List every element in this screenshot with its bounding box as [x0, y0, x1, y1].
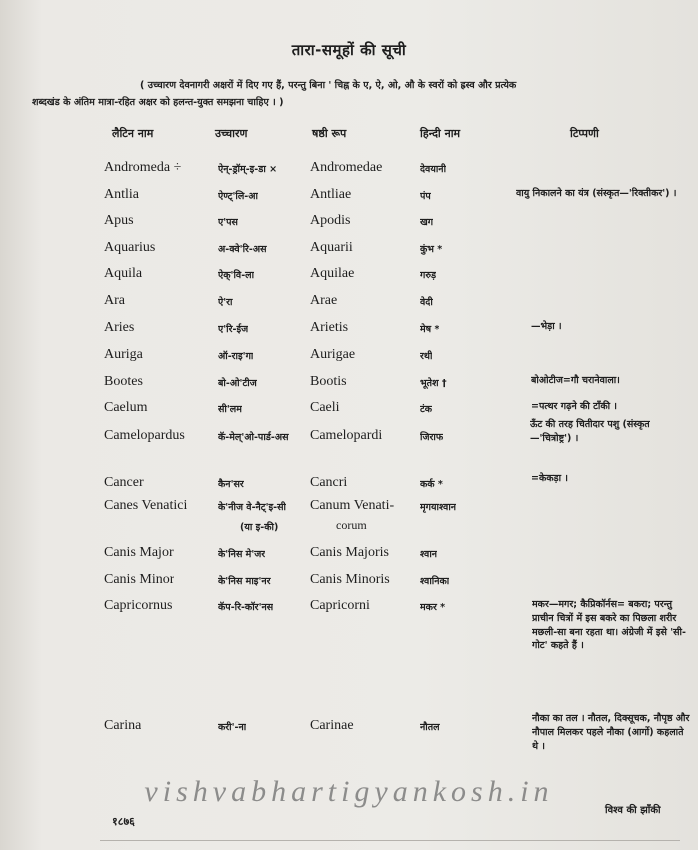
- pronunciation: कॅप-रि-कॉर'नस: [218, 602, 274, 613]
- instruction-note-line-1: ( उच्चारण देवनागरी अक्षरों में दिए गए हैं, परन्तु बिना ' चिह्न के ए, ऐ, ओ, औ के स्वरों को ह्रस्व और प्रत्येक: [140, 80, 517, 91]
- genitive-form: Antliae: [310, 187, 352, 202]
- latin-name: Canes Venatici: [104, 498, 188, 513]
- hindi-name: पंप: [420, 191, 431, 202]
- hindi-name: कर्क *: [420, 479, 443, 490]
- hindi-name: रथी: [420, 351, 433, 362]
- pronunciation: ए'पस: [218, 217, 238, 228]
- header-comment: टिप्पणी: [570, 127, 599, 140]
- hindi-name: भूतेश †: [420, 378, 447, 389]
- page-title: तारा-समूहों की सूची: [291, 41, 407, 59]
- latin-name: Carina: [104, 718, 142, 733]
- genitive-form: Canis Minoris: [310, 572, 390, 587]
- pronunciation: ऐन्-ड्रॉम्-इ-डा ×: [218, 164, 278, 175]
- genitive-form: Caeli: [310, 400, 340, 415]
- genitive-form: Canis Majoris: [310, 545, 389, 560]
- genitive-form: Canum Venati-: [310, 498, 395, 513]
- genitive-form: Arietis: [310, 320, 349, 335]
- latin-name: Canis Minor: [104, 572, 175, 587]
- header-genitive: षष्ठी रूप: [312, 127, 347, 140]
- latin-name: Aries: [104, 320, 135, 335]
- latin-name: Capricornus: [104, 598, 173, 613]
- comment: —भेड़ा ।: [531, 321, 562, 332]
- pronunciation: ऐण्ट्'लि-आ: [218, 191, 258, 202]
- comment: =केकड़ा ।: [531, 473, 569, 484]
- genitive-form: Andromedae: [310, 160, 383, 175]
- pronunciation: के'नीज वे-नैट्'इ-सी: [218, 502, 286, 513]
- footer-divider: [100, 840, 680, 841]
- genitive-form: Capricorni: [310, 598, 370, 613]
- pronunciation: कैन'सर: [218, 479, 244, 490]
- latin-name: Canis Major: [104, 545, 174, 560]
- hindi-name: वेदी: [420, 297, 433, 308]
- pronunciation: कॅ-मेल्'ओ-पार्ड-अस: [218, 432, 289, 443]
- genitive-form: Bootis: [310, 374, 347, 389]
- hindi-name: टंक: [420, 404, 433, 415]
- pronunciation-alt: (या इ-की): [240, 522, 279, 533]
- hindi-name: देवयानी: [420, 164, 447, 175]
- hindi-name: मकर *: [420, 602, 446, 613]
- header-latin-name: लैटिन नाम: [112, 127, 154, 140]
- latin-name: Aquarius: [104, 240, 156, 255]
- pronunciation: ए'रि-ईज: [218, 324, 249, 335]
- hindi-name: श्वानिका: [420, 576, 450, 587]
- latin-name: Apus: [104, 213, 134, 228]
- genitive-form: Cancri: [310, 475, 348, 490]
- comment: =पत्थर गढ़ने की टाँकी ।: [531, 401, 617, 412]
- latin-name: Bootes: [104, 374, 143, 389]
- running-footer: विश्व की झाँकी: [605, 805, 661, 816]
- page-number: १८७६: [112, 815, 135, 828]
- pronunciation: करी'-ना: [218, 722, 247, 733]
- pronunciation: के'निस माइ'नर: [218, 576, 271, 587]
- genitive-form: Aquilae: [310, 266, 355, 281]
- header-hindi-name: हिन्दी नाम: [420, 127, 461, 140]
- header-pronunciation: उच्चारण: [215, 127, 248, 140]
- latin-name: Auriga: [104, 347, 143, 362]
- genitive-form: Apodis: [310, 213, 351, 228]
- latin-name: Camelopardus: [104, 428, 185, 443]
- latin-name: Andromeda ÷: [104, 160, 182, 175]
- watermark: vishvabhartigyankosh.in: [144, 775, 554, 808]
- hindi-name: खग: [420, 217, 434, 228]
- hindi-name: मेष *: [420, 324, 440, 335]
- pronunciation: के'निस मे'जर: [218, 549, 266, 560]
- hindi-name: जिराफ: [420, 432, 444, 443]
- pronunciation: ऑ-राइ'गा: [218, 351, 254, 362]
- hindi-name: गरुड़: [420, 270, 437, 281]
- hindi-name: मृगयाश्वान: [420, 502, 457, 513]
- instruction-note-line-2: शब्दखंड के अंतिम मात्रा-रहित अक्षर को हलन्त-युक्त समझना चाहिए । ): [32, 97, 284, 108]
- genitive-form-cont: corum: [336, 518, 367, 532]
- genitive-form: Camelopardi: [310, 428, 383, 443]
- comment: नौका का तल । नौतल, दिक्सूचक, नौपृष्ठ और नौपाल मिलकर पहले नौका (आर्गो) कहलाते थे ।: [532, 713, 690, 752]
- latin-name: Aquila: [104, 266, 143, 281]
- pronunciation: ऐक्'वि-ला: [218, 270, 255, 281]
- comment: बोओटीज=गौ चरानेवाला।: [531, 375, 620, 386]
- genitive-form: Carinae: [310, 718, 354, 733]
- hindi-name: श्वान: [420, 549, 438, 560]
- genitive-form: Aurigae: [310, 347, 356, 362]
- hindi-name: नौतल: [420, 722, 440, 733]
- pronunciation: सी'लम: [218, 404, 242, 415]
- genitive-form: Arae: [310, 293, 338, 308]
- hindi-name: कुंभ *: [420, 244, 443, 255]
- pronunciation: बो-ओ'टीज: [218, 378, 257, 389]
- genitive-form: Aquarii: [310, 240, 353, 255]
- comment: वायु निकालने का यंत्र (संस्कृत—'रिक्तीकर') ।: [516, 188, 677, 199]
- latin-name: Caelum: [104, 400, 148, 415]
- latin-name: Ara: [104, 293, 125, 308]
- comment: ऊँट की तरह चितीदार पशु (संस्कृत—'चित्रोष्ट्र') ।: [530, 419, 650, 444]
- comment: मकर—मगर; कैप्रिकॉर्नस= बकरा; परन्तु प्राचीन चित्रों में इस बकरे का पिछला शरीर मछली-सा बना रहता था। अंग्रेजी में इसे 'सी-गोट' कहते हैं ।: [532, 599, 686, 652]
- pronunciation: ऐ'रा: [218, 297, 233, 308]
- latin-name: Antlia: [104, 187, 139, 202]
- pronunciation: अ-क्वे'रि-अस: [218, 244, 267, 255]
- latin-name: Cancer: [104, 475, 144, 490]
